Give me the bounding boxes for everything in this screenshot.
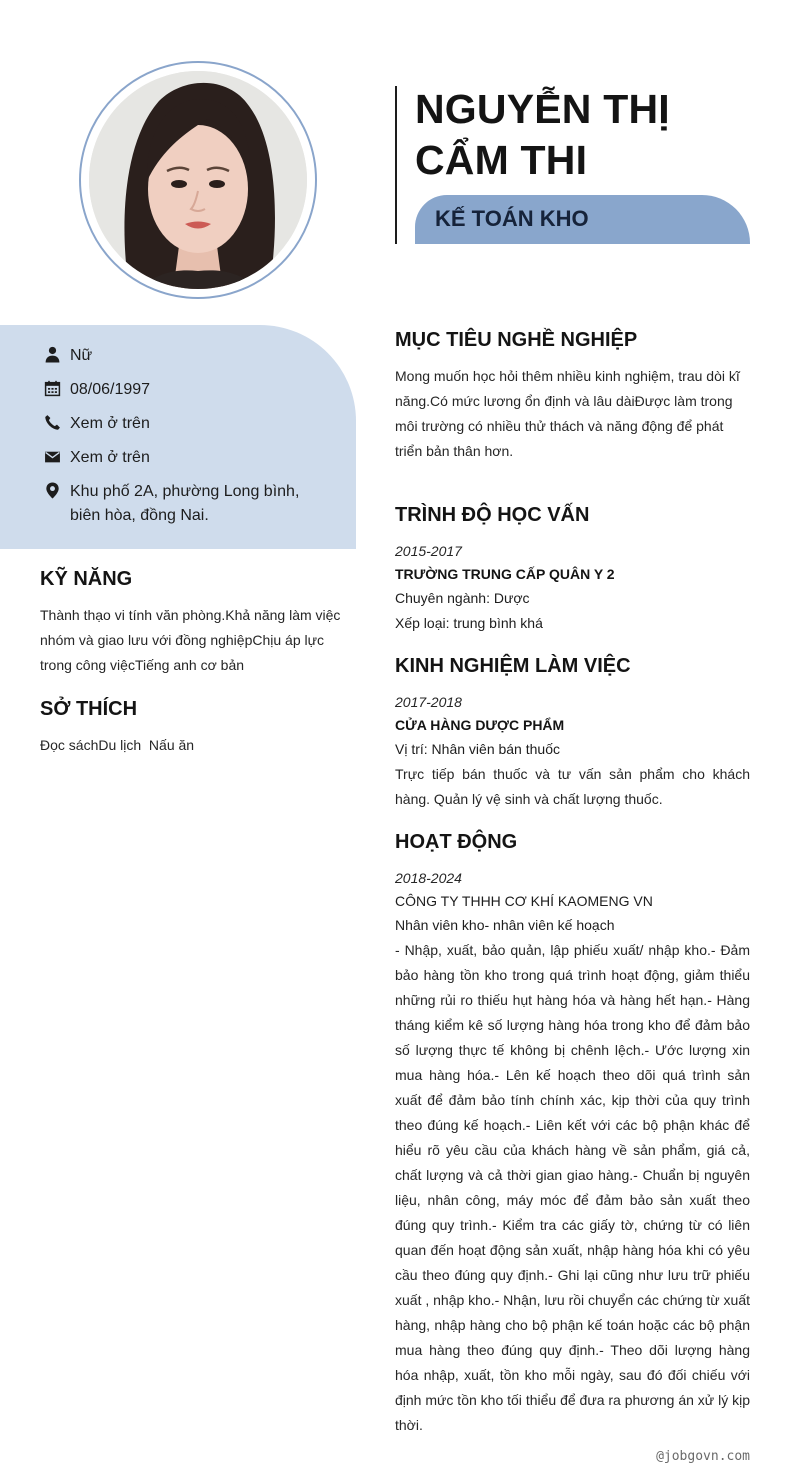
skills-heading: KỸ NĂNG xyxy=(40,568,133,590)
phone-icon xyxy=(44,414,61,431)
education-school: TRƯỜNG TRUNG CẤP QUÂN Y 2 xyxy=(395,566,615,582)
experience-year: 2017-2018 xyxy=(395,694,462,710)
contact-email xyxy=(44,446,150,470)
gender-value: Nữ xyxy=(70,347,93,364)
birthdate-value: 08/06/1997 xyxy=(70,381,151,398)
objective-text: Mong muốn học hỏi thêm nhiều kinh nghiệm, trau dòi kĩ năng.Có mức lương ổn định và lâu dàiĐược làm trong môi trường có nhiều thử thách và năng động để phát triển bản thân hơn. xyxy=(395,368,740,459)
contact-gender xyxy=(44,344,92,368)
portrait-illustration xyxy=(89,71,307,289)
email-value: Xem ở trên xyxy=(70,449,150,466)
experience-position: Vị trí: Nhân viên bán thuốc xyxy=(395,741,560,757)
education-year: 2015-2017 xyxy=(395,543,462,559)
address-value: Khu phố 2A, phường Long bình, biên hòa, đồng Nai. xyxy=(70,483,300,524)
skills-text: Thành thạo vi tính văn phòng.Khả năng làm việc nhóm và giao lưu với đồng nghiệpChịu áp lực trong công việcTiếng anh cơ bản xyxy=(40,607,341,673)
name-accent-bar xyxy=(395,86,397,244)
candidate-name: NGUYỄN THỊ CẨM THI xyxy=(415,86,670,183)
experience-description: Trực tiếp bán thuốc và tư vấn sản phẩm cho khách hàng. Quản lý vệ sinh và chất lượng thuốc. xyxy=(395,766,750,807)
contact-address xyxy=(44,480,320,524)
activities-company: CÔNG TY THHH CƠ KHÍ KAOMENG VN xyxy=(395,893,653,909)
activities-year: 2018-2024 xyxy=(395,870,462,886)
mail-icon xyxy=(44,448,61,465)
watermark: @jobgovn.com xyxy=(656,1449,750,1464)
job-title: KẾ TOÁN KHO xyxy=(435,206,589,231)
education-heading: TRÌNH ĐỘ HỌC VẤN xyxy=(395,504,590,526)
location-pin-icon xyxy=(44,482,61,499)
person-icon xyxy=(44,346,61,363)
avatar-photo xyxy=(89,71,307,289)
activities-role: Nhân viên kho- nhân viên kế hoạch xyxy=(395,917,615,933)
objective-heading: MỤC TIÊU NGHỀ NGHIỆP xyxy=(395,329,638,351)
education-grade: Xếp loại: trung bình khá xyxy=(395,615,543,631)
contact-birthdate xyxy=(44,378,150,402)
experience-company: CỬA HÀNG DƯỢC PHẨM xyxy=(395,717,565,733)
calendar-icon xyxy=(44,380,61,397)
phone-value: Xem ở trên xyxy=(70,415,150,432)
activities-description: - Nhập, xuất, bảo quản, lập phiếu xuất/ nhập kho.- Đảm bảo hàng tồn kho trong quá trình hoạt động, giảm thiểu những rủi ro thiếu hụt hàng hóa và hàng hết hạn.- Hàng tháng kiểm kê số lượng hàng hóa trong kho để đảm bảo số lượng thực tế không bị chênh lệch.- Ước lượng xin mua hàng hóa.- Lên kế hoạch theo dõi quá trình sản xuất để đảm bảo tính chính xác, kịp thời của quy trình theo đúng kế hoạch.- Liên kết với các bộ phận khác để hiểu rõ yêu cầu của khách hàng về sản phẩm, giá cả, chất lượng và cả thời gian giao hàng.- Chuẩn bị nguyên liệu, nhân công, máy móc để đảm bảo sản xuất theo đúng quy trình.- Kiểm tra các giấy tờ, chứng từ có liên quan đến hoạt động sản xuất, nhập hàng hóa khi có yêu cầu theo đúng quy định.- Ghi lại cũng như lưu trữ phiếu xuất , nhập kho.- Nhận, lưu rồi chuyển các chứng từ xuất hàng, nhập hàng cho bộ phận kế toán hoặc các bộ phận mua hàng theo đúng quy định.- Theo dõi lượng hàng hóa nhập, xuất, tồn kho mỗi ngày, sau đó đối chiếu với định mức tồn kho tối thiểu để đưa ra phương án xử lý kịp thời. xyxy=(395,942,750,1433)
hobbies-text: Đọc sáchDu lịch Nấu ăn xyxy=(40,737,195,753)
activities-heading: HOẠT ĐỘNG xyxy=(395,831,518,853)
education-major: Chuyên ngành: Dược xyxy=(395,590,530,606)
hobbies-heading: SỞ THÍCH xyxy=(40,698,138,720)
contact-phone xyxy=(44,412,150,436)
experience-heading: KINH NGHIỆM LÀM VIỆC xyxy=(395,655,631,677)
